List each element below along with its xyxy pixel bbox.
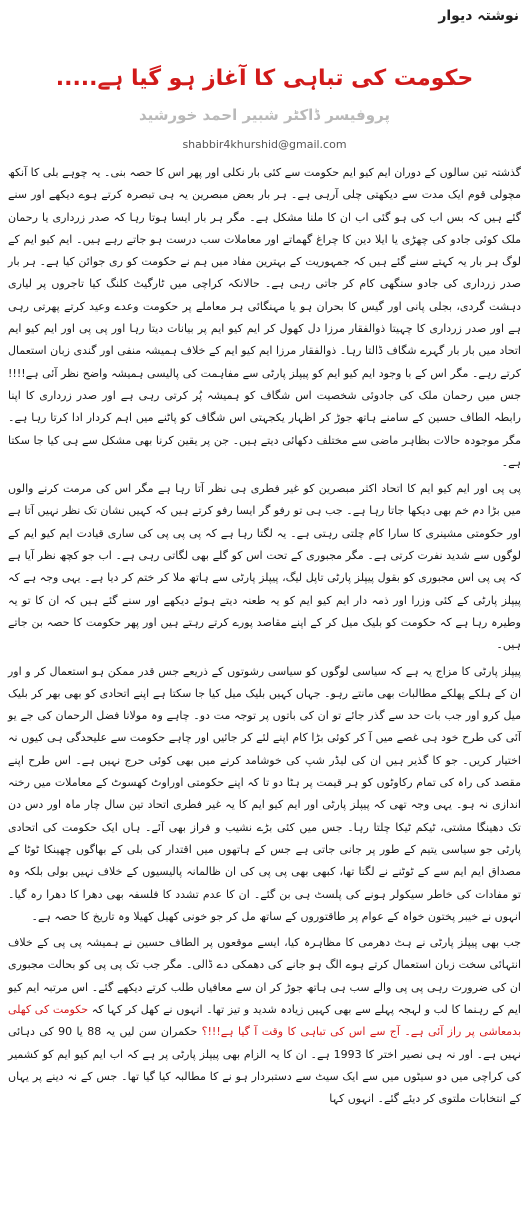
- headline: حکومت کی تباہی کا آغاز ہو گیا ہے.....: [55, 66, 474, 91]
- paragraph-4-text: جب بھی پیپلز پارٹی نے ہٹ دھرمی کا مظاہرہ کیا، ایسے موقعوں پر الطاف حسین نے ہمیشہ پی پی کے خلاف انتہائی سخت زبان استعمال کرتے ہوے الگ ہو جانے کی دھمکی دے ڈالی۔ مگر جب تک پی پی کو بحالت مجبوری ان کی ضرورت رہی پی پی والے سب ہی ہاتھ جوڑ کر ان سے معافیاں طلب کرتے دیکھے گئے۔ اس مرتبہ ایم کیو ایم کے رہنما کا لب و لہجہ پہلے سے بھی کہیں زیادہ شدید و تیز تھا۔ انہوں نے کھل کر کہا کہ: [8, 936, 521, 1016]
- column-name: نوشتہ دیوار: [438, 8, 519, 24]
- author-name: پروفیسر ڈاکٹر شبیر احمد خورشید: [138, 106, 391, 124]
- author-email: shabbir4khurshid@gmail.com: [182, 138, 347, 151]
- article-body: [8, 162, 521, 1110]
- paragraph-1: گذشتہ تین سالوں کے دوران ایم کیو ایم حکومت سے کئی بار نکلی اور پھر اس کا حصہ بنی۔ یہ چوہے بلی کا آنکھ مچولی قوم ایک مدت سے دیکھتی چلی آرہی ہے۔ ہر بار بعض مبصرین یہ ہی تبصرہ کرتے ہوے دیکھے اور سنے گئے ہیں کہ بس اب کی ہو گئی اب ان کا ملنا مشکل ہے۔ مگر ہر بار ایسا ہوتا رہا کہ صدر زرداری یا رحمان ملک کوئی جادو کی چھڑی یا ایلا دین کا چراغ گھماتے اور معاملات سب درست ہو جاتے رہے ہیں۔ ایم کیو ایم کے لوگ ہر بار یہ کہتے سنے گئے ہیں کہ جمہوریت کے بہترین مفاد میں ہم نے حکومت کو ری جوائن کیا ہے۔ ہر بار صدر زرداری کی جادو سنگھی کام کر جاتی رہی ہے۔ حالانکہ کراچی میں ٹارگیٹ کلنگ کیا تاجروں پر لیاری دہشت گردی، بجلی پانی اور گیس کا بحران ہو یا مہنگائی ہر معاملے پر حکومت وعدے وعید کرتے پھرتی رہی ہے اور صدر زرداری کا چہیتا ذوالفقار مرزا دل کھول کر ایم کیو ایم پر بیانات دیتا رہا اور پی پی اور ایم کیو ایم اتحاد میں بار بار گہرے شگاف ڈالتا رہا۔ ذوالفقار مرزا ایم کیو ایم کے خلاف ہمیشہ منفی اور گندی زبان استعمال کرتے رہے۔ مگر اس کے با وجود ایم کیو ایم کو پیپلز پارٹی سے مفاہمت کی پالیسی ہمیشہ واضح نظر آئی ہے!!!! جس میں رحمان ملک کی جادوئی شخصیت اس شگاف کو ہمیشہ پُر کرتی رہی ہے اور صدر زرداری کا اپنا رابطہ الطاف حسین کے سامنے ہاتھ جوڑ کر اظہار یکجہتی اس شگاف کو پاٹنے میں اہم کردار ادا کرتا رہا ہے۔ مگر موجودہ حالات بظاہر ماضی سے مختلف دکھائی دیتے ہیں۔ جن پر یقین کرنا بھی مشکل سے ہی کیا جا سکتا ہے۔: [8, 166, 521, 469]
- paragraph-2: پی پی اور ایم کیو ایم کا اتحاد اکثر مبصرین کو غیر فطری ہی نظر آتا رہا ہے مگر اس کی مرمت کرنے والوں میں بڑا دم خم بھی دیکھا جاتا رہا ہے۔ جب ہی تو رفو گر ایسا رفو کرتے ہیں کہ کہیں نشان تک نظر نہیں آتا ہے اور حکومتی مشینری کا سارا کام چلتی رہتی ہے۔ یہ لگتا رہا ہے کہ پی پی پی کی ساری قیادت ایم کیو ایم کے لوگوں سے شدید نفرت کرتی ہے۔ مگر مجبوری کے تحت اس کو گلے بھی لگاتی رہی ہے۔ اب جو کچھ نظر آیا ہے کہ پی پی اس مجبوری کو بقول پیپلز پارٹی تاپل لیگ، پیپلز پارٹی سے ہاتھ ملا کر ختم کر دیا ہے۔ یہی وجہ ہے کہ پیپلز پارٹی کے کئی وزرا اور ذمہ دار ایم کیو ایم کو یہ طعنہ دیتے ہوئے دیکھے اور سنے گئے ہیں کہ ان کا تو یہ وطیرہ رہا ہے کہ حکومت کو بلیک میل کر کے اپنے مقاصد پورے کرتے رہتے ہیں اور پھر حکومت کا حصہ بن جاتے ہیں۔: [8, 482, 521, 652]
- paragraph-3: پیپلز پارٹی کا مزاج یہ ہے کہ سیاسی لوگوں کو سیاسی رشوتوں کے ذریعے جس قدر ممکن ہو استعمال کر و اور ان کے ہلکے پھلکے مطالبات بھی مانتے رہو۔ جہاں کہیں بلیک میل کیا جا سکتا ہے اپنے اتحادی کو بھی بھر کر بلیک میل کرو اور جب بات حد سے گذر جائے تو ان کی باتوں پر توجہ مت دو۔ چاہے وہ مولانا فضل الرحمان کی جے یو آئی کی طرح خود ہی غصے میں آ کر کوئی بڑا کام اپنے لئے کر جائیں اور چاہے حکومت سے علیحدگی ہی کیوں نہ اختیار کریں۔ جو کا گذیر ہیں ان کی لیڈر شپ کی خوشامد کرنے میں بھی کوئی حرج نہیں ہے۔ اس طرح اپنے مقصد کی راہ کی تمام رکاوٹوں کو ہر قیمت پر ہٹا دو تا کہ اپنے حکومتی اوراوٹ کھسوٹ کے معاملات میں رخنہ اندازی نہ ہو۔ یہی وجہ تھی کہ پیپلز پارٹی اور ایم کیو ایم کا یہ غیر فطری اتحاد تین سال چار ماہ اور دس دن تک دھینگا مشتی، ٹیکم ٹیکا چلتا رہا۔ جس میں کئی بڑے نشیب و فراز بھی آئے۔ ہاں ایک حکومت کی اتحادی پارٹی جو سیاسی یتیم کے طور پر جانی جاتی ہے جس کے ہاتھوں میں اقتدار کی بلی کے بھاگوں چھینکا ٹوٹا کے مصداق ایم ایم سے کے ٹوٹنے نے لگتا تھا، کبھی بھی پی پی کی ان ظالمانہ پالیسیوں کے خلاف نہیں بولی بلکہ وہ تو مفادات کی خاطر سیکولر ہونے کی پلسٹ ہی بن گئے۔ ان کا عدم تشدد کا فلسفہ بھی دھرا کا دھرا رہ گیا۔ انہوں نے خیبر پختون خواہ کے عوام پر طاقتوروں کے ساتھ مل کر جو خونی کھیل کھیلا وہ تاریخ کا حصہ ہے۔: [8, 664, 521, 923]
- paragraph-4-tail: حکمران سن لیں یہ 88 یا 90 کی دہائی نہیں ہے۔ اور نہ ہی نصیر اختر کا 1993 ہے۔ ان کا یہ الزام بھی پیپلز پارٹی پر ہے کہ اب ایم کیو ایم کو کشمیر کی کراچی میں دو سیٹوں میں سے ایک سیٹ سے دستبردار ہو نے کا مطالبہ کیا گیا تھا۔ جس کے نہ دینے پر یہاں کے انتخابات ملتوی کر دیئے گئے۔ انہوں کہا: [8, 1025, 521, 1106]
- paragraph-4: [8, 932, 521, 1110]
- highlighted-quote: حکومت کی کھلی بدمعاشی پر راز آئی ہے۔ آج سے اس کی تباہی کا وقت آ گیا ہے!!!؟: [8, 1002, 522, 1039]
